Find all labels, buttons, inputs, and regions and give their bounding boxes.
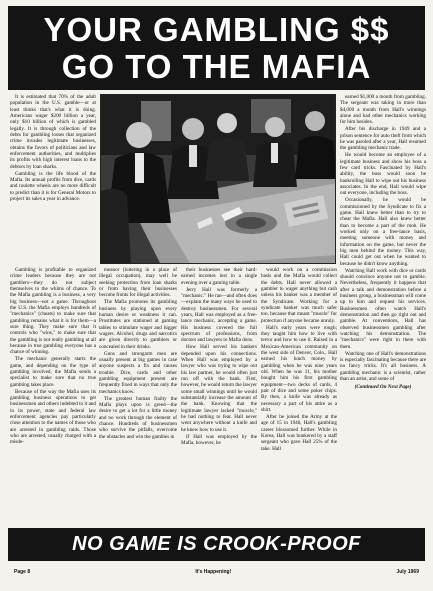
paragraph: After he joined the Army at the age of 15 in 1946, Hall's gambling career blossomed further. While in Korea, Hall was bunkered by a staff sergeant who gave Hall 25% of the take. Hall (261, 414, 337, 452)
headline-line-2: GO TO THE MAFIA (61, 48, 372, 85)
paragraph: Guns and strongarm men are usually present at big games in case anyone suspects a fix and causes trouble. Dice, cards and other gambling equipment present are frequently fixed in ways that only the mechanics know. (99, 350, 177, 395)
paragraph: The Mafia promotes its gambling business by playing upon every human desire or weakness it can. Prostitutes are stationed at gaming tables to stimulate wager and bigger wagers. Alcohol, drugs and narcotics are given directly to gamblers or concealed in their drinks. (99, 299, 177, 350)
paragraph: The mechanic generally starts the game, and depending on the type of gambling involved, the Mafia sends a specialist to make sure that no true gambling takes place. (10, 356, 96, 388)
paragraph: their businesses see their hard-earned incomes lost in a single evening over a gaming table. (181, 267, 257, 286)
page-footer (14, 567, 419, 577)
paragraph: Occasionally, he would be commissioned by the Syndicate to fix a game. Hall knew better than to try to cheat the Mafia. Hall also knew better than to become a part of the mob. He worked only on a free-lance basis, meeting someone with money and information on the game, but never the big men behind the money. This way, Hall could get out when he wanted to because he didn't know anything. (340, 197, 426, 267)
paragraph: Hall's early years were rough; they taught him how to live with terror and how to use it. Raised in a Mexican-American community on the west side of Denver, Colo., Hall earned his lunch money by gambling when he was nine years old. When he was 11, his mother bought him his first gambling equipment—two decks of cards, 4 pair of dice and some poker chips. By then, a knife was already as necessary a part of his attire as a shirt. (261, 324, 337, 414)
paragraph: Watching Hall work with dice or cards should convince anyone not to gamble. Nevertheless, frequently it happens that after a talk and demonstration before a business group, a businessman will come up to him and request his services. Businessmen often watch Hall's demonstration and then go right out and gamble. At conventions, Hall has observed businessmen gambling after watching his demonstration. The "mechanics" were right in there with them. (340, 267, 426, 350)
headline (8, 6, 425, 90)
right-column (340, 94, 426, 521)
paragraph: Because of the way the Mafia uses its gambling business operations to get businessmen and others indebted to it and in its power, state and federal law enforcement agencies pay particularly close attention to the names of those who are arrested in gambling raids. Those who are arrested, usually charged with a misde- (10, 388, 96, 446)
paragraph: It is estimated that 70% of the adult population in the U.S. gamble—or at least thinks that's what it is doing. Americans wager $200 billion a year, only $10 billion of which is gambled legally. It is through collection of the debts for gambling losses that organized crime invades legitimate businesses, obtains the favors of politicians and law enforcement authorities, and multiplies its profits with high interest loans to the debtors by loan sharks. (10, 94, 96, 170)
paragraph: The greatest human frailty the Mafia plays upon is greed—the desire to get a lot for a little money and no work through the element of chance. Hundreds of businessmen who survive the pitfalls, overcome the obstacles and win the gambles in (99, 395, 177, 440)
body-column-3 (181, 267, 257, 521)
paragraph: He would become an employee of a legitimate business and show his boss a few card tricks. Fascinated by Hall's ability, the boss would soon be bankrolling Hall to wipe out his business associates. In the end, Hall would wipe out everyone, including the boss. (340, 152, 426, 197)
paragraph: Gambling is the life blood of the Mafia. Its annual profits from dice, cards and roulette wheels are no more difficult to predict than it is for General Motors to project its sales a year in advance. (10, 170, 96, 203)
page-number: Page 8 (14, 569, 31, 575)
bottom-banner (8, 528, 425, 561)
paragraph: earned $1,000 a month from gambling. The sergeant was taking in more than $4,000 a month from Hall's winnings alone and had other mechanics working for him besides. (340, 94, 426, 126)
continued-notice: (Continued On Next Page) (354, 384, 412, 391)
magazine-name: It's Happening! (195, 569, 232, 575)
paragraph: Jerry Hall was formerly a "mechanic." He ran—and often does—explain the many ways he used to destroy businessmen. For several years, Hall was employed as a free-lance mechanic, accepting a game. His business covered the full spectrum of professions, from doctors and lawyers to Mafia dons. (181, 286, 257, 344)
paragraph: would work on a commission basis and the Mafia would collect the debts. Hall never allowed a gambler to wager anything but cash unless his banker was a member of the Syndicate. Working for a syndicate banker was much safer too, because that meant "muscle" for protection if anyone became unruly. (261, 267, 337, 324)
issue-date: July 1969 (396, 569, 419, 575)
body-column-1 (10, 267, 96, 521)
headline-line-1: YOUR GAMBLING $$ (43, 11, 390, 48)
body-column-4 (261, 267, 337, 521)
left-column (10, 94, 96, 263)
casino-photo-image (101, 95, 336, 264)
paragraph: After his discharge in 1949 and a prison sentence for auto theft from which he was paroled after a year, Hall resumed the gambling mechanic trade. (340, 126, 426, 152)
paragraph: How Hall served his bankers depended upon his connections. When Hall was employed by a lawyer who was trying to wipe out his law partner, he would often just run off with the bank. First, however, he would return the lawyer some small winnings until he would substantially increase the amount of the bank. Knowing that the legitimate lawyer lacked "muscle," he had nothing to fear. Hall never went anywhere without a knife and he knew how to use it. (181, 344, 257, 433)
paragraph: Watching one of Hall's demonstrations is especially fascinating because there are no fancy tricks. It's all business. A gambling mechanic is a scientist, rather than an artist, and some of (340, 350, 426, 383)
casino-photo (100, 94, 336, 264)
body-column-2 (99, 267, 177, 521)
paragraph: meanor (loitering in a place of illegal occupation), may well be seeking protection from loan sharks or from having their businesses become fronts for illegal activities. (99, 267, 177, 299)
paragraph: If Hall was employed by the Mafia, however, he (181, 433, 257, 447)
banner-text: NO GAME IS CROOK-PROOF (72, 533, 361, 555)
paragraph: Gambling is profitable to organized crime leaders because they are not gamblers—they do not subject themselves to the whims of chance. To the Mafia gambling is a business, a very big business—not a game. Throughout the U.S. the Mafia employs hundreds of "mechanics" (cheats) to make sure that gambling remains what it is for them—a sure thing. They make sure that it controls who "wins," to make sure that the gambling is not really gambling at all because in true gambling everyone has a chance of winning. (10, 267, 96, 356)
